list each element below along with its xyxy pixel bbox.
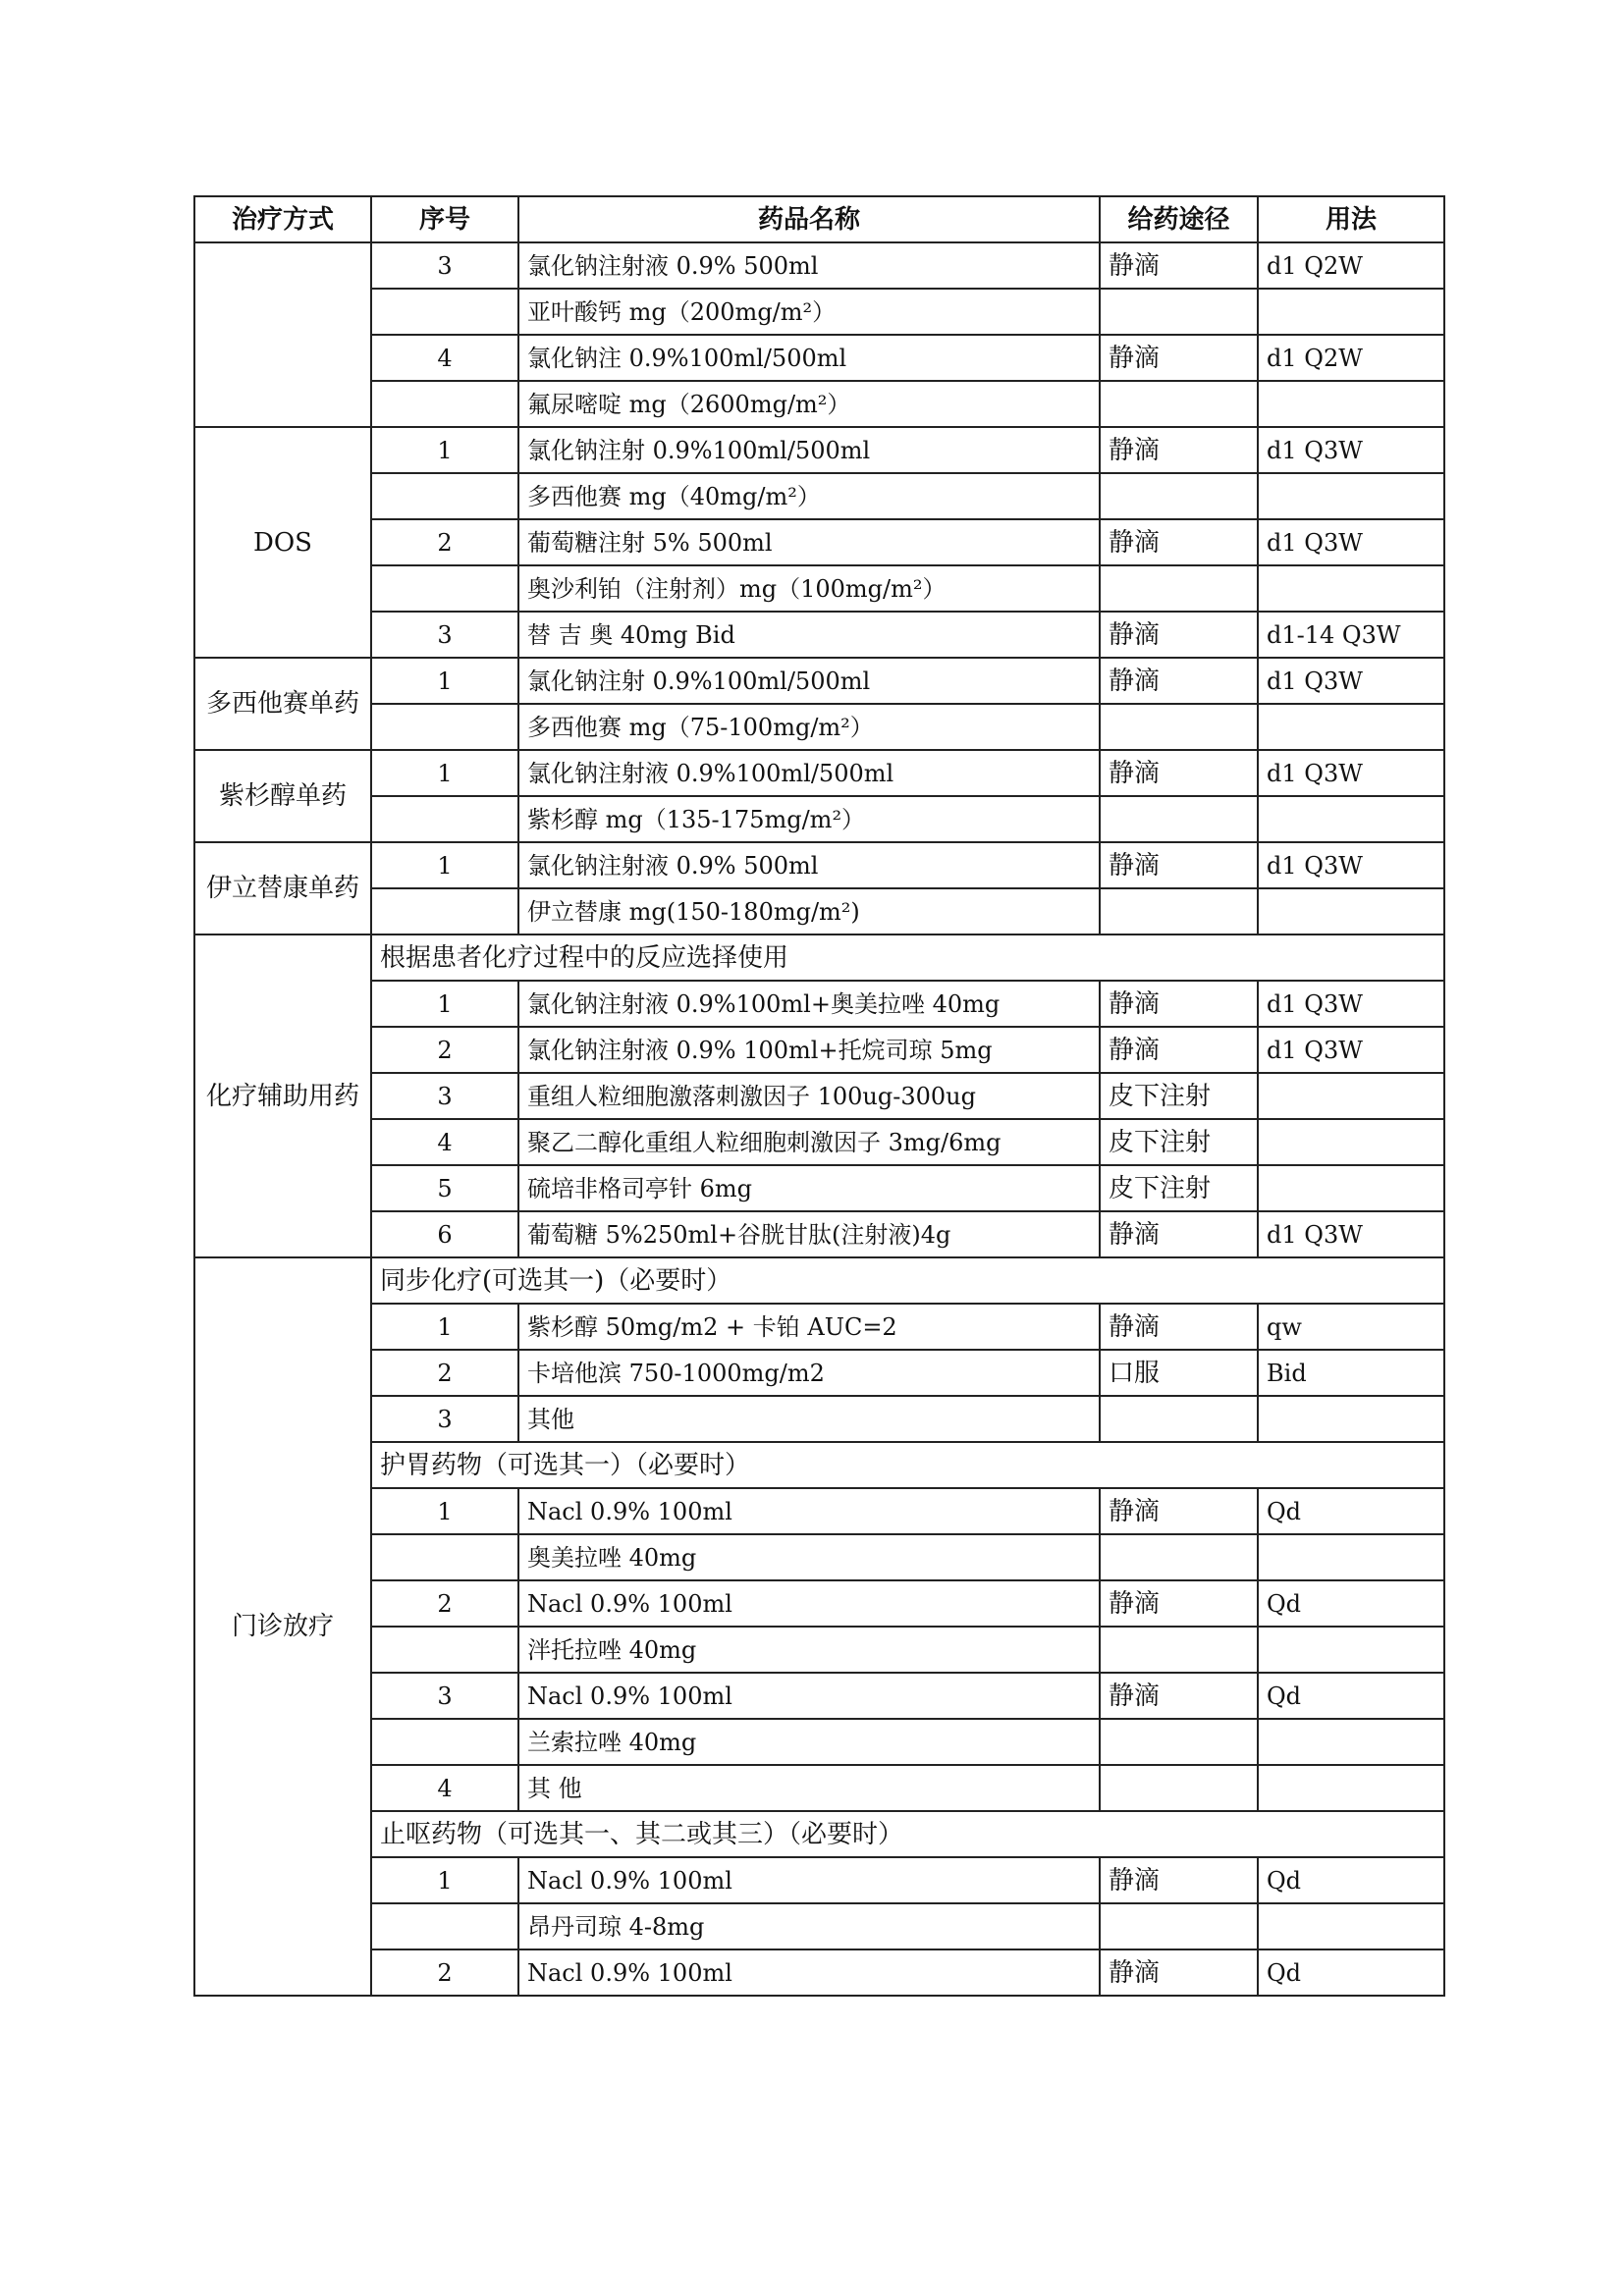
treatment-method-cell: 伊立替康单药 xyxy=(194,842,371,934)
usage-cell: Bid xyxy=(1258,1350,1444,1396)
route-cell: 静滴 xyxy=(1100,519,1258,565)
section-note-cell: 同步化疗(可选其一)（必要时） xyxy=(371,1257,1444,1304)
usage-cell: d1 Q3W xyxy=(1258,519,1444,565)
table-row xyxy=(194,1027,1444,1073)
usage-cell xyxy=(1258,381,1444,427)
table-row xyxy=(194,1765,1444,1811)
header-usage: 用法 xyxy=(1258,196,1444,242)
drug-name-cell: 氯化钠注射液 0.9%100ml/500ml xyxy=(518,750,1100,796)
table-row xyxy=(194,750,1444,796)
treatment-method-cell: 紫杉醇单药 xyxy=(194,750,371,842)
table-row xyxy=(194,1719,1444,1765)
serial-number-cell: 1 xyxy=(371,1304,518,1350)
drug-name-cell: 聚乙二醇化重组人粒细胞刺激因子 3mg/6mg xyxy=(518,1119,1100,1165)
table-row xyxy=(194,289,1444,335)
serial-number-cell xyxy=(371,1627,518,1673)
drug-regimen-table xyxy=(193,195,1445,1997)
table-row xyxy=(194,1257,1444,1304)
drug-name-cell: 氟尿嘧啶 mg（2600mg/m²） xyxy=(518,381,1100,427)
serial-number-cell: 4 xyxy=(371,1765,518,1811)
route-cell: 静滴 xyxy=(1100,335,1258,381)
serial-number-cell: 1 xyxy=(371,750,518,796)
usage-cell: d1 Q3W xyxy=(1258,1027,1444,1073)
table-row xyxy=(194,1073,1444,1119)
serial-number-cell: 3 xyxy=(371,1673,518,1719)
serial-number-cell xyxy=(371,289,518,335)
table-row xyxy=(194,519,1444,565)
usage-cell xyxy=(1258,473,1444,519)
table-row xyxy=(194,335,1444,381)
table-row xyxy=(194,1903,1444,1949)
table-row xyxy=(194,888,1444,934)
route-cell: 静滴 xyxy=(1100,750,1258,796)
serial-number-cell: 2 xyxy=(371,1027,518,1073)
route-cell: 静滴 xyxy=(1100,427,1258,473)
drug-name-cell: 氯化钠注射液 0.9% 500ml xyxy=(518,242,1100,289)
drug-name-cell: 奥沙利铂（注射剂）mg（100mg/m²） xyxy=(518,565,1100,612)
route-cell: 皮下注射 xyxy=(1100,1073,1258,1119)
treatment-method-cell: 门诊放疗 xyxy=(194,1257,371,1996)
usage-cell: Qd xyxy=(1258,1673,1444,1719)
usage-cell: Qd xyxy=(1258,1580,1444,1627)
route-cell xyxy=(1100,704,1258,750)
usage-cell: d1-14 Q3W xyxy=(1258,612,1444,658)
usage-cell: Qd xyxy=(1258,1857,1444,1903)
usage-cell xyxy=(1258,1627,1444,1673)
usage-cell: d1 Q2W xyxy=(1258,335,1444,381)
drug-name-cell: 紫杉醇 50mg/m2 + 卡铂 AUC=2 xyxy=(518,1304,1100,1350)
serial-number-cell: 3 xyxy=(371,1396,518,1442)
usage-cell xyxy=(1258,1903,1444,1949)
drug-name-cell: 泮托拉唑 40mg xyxy=(518,1627,1100,1673)
table-row xyxy=(194,1488,1444,1534)
usage-cell xyxy=(1258,1165,1444,1211)
drug-name-cell: 替 吉 奥 40mg Bid xyxy=(518,612,1100,658)
table-row xyxy=(194,1442,1444,1488)
route-cell xyxy=(1100,1627,1258,1673)
serial-number-cell: 4 xyxy=(371,335,518,381)
usage-cell xyxy=(1258,888,1444,934)
drug-name-cell: 重组人粒细胞激落刺激因子 100ug-300ug xyxy=(518,1073,1100,1119)
table-row xyxy=(194,565,1444,612)
serial-number-cell xyxy=(371,381,518,427)
header-route: 给药途径 xyxy=(1100,196,1258,242)
usage-cell xyxy=(1258,1719,1444,1765)
route-cell: 静滴 xyxy=(1100,1949,1258,1996)
serial-number-cell xyxy=(371,1903,518,1949)
table-row xyxy=(194,1673,1444,1719)
serial-number-cell xyxy=(371,704,518,750)
drug-name-cell: 其 他 xyxy=(518,1765,1100,1811)
serial-number-cell: 1 xyxy=(371,1488,518,1534)
usage-cell: qw xyxy=(1258,1304,1444,1350)
usage-cell: d1 Q3W xyxy=(1258,427,1444,473)
table-body xyxy=(194,242,1444,1996)
serial-number-cell: 3 xyxy=(371,1073,518,1119)
route-cell: 静滴 xyxy=(1100,1673,1258,1719)
route-cell xyxy=(1100,1534,1258,1580)
table-row xyxy=(194,1165,1444,1211)
drug-name-cell: Nacl 0.9% 100ml xyxy=(518,1949,1100,1996)
table-row xyxy=(194,704,1444,750)
table-row xyxy=(194,1949,1444,1996)
section-note-cell: 止呕药物（可选其一、其二或其三）（必要时） xyxy=(371,1811,1444,1857)
table-row xyxy=(194,1857,1444,1903)
drug-name-cell: 多西他赛 mg（40mg/m²） xyxy=(518,473,1100,519)
route-cell: 静滴 xyxy=(1100,658,1258,704)
table-row xyxy=(194,1534,1444,1580)
table-row xyxy=(194,934,1444,981)
route-cell: 静滴 xyxy=(1100,1027,1258,1073)
route-cell: 静滴 xyxy=(1100,981,1258,1027)
drug-name-cell: 氯化钠注射 0.9%100ml/500ml xyxy=(518,658,1100,704)
drug-name-cell: Nacl 0.9% 100ml xyxy=(518,1673,1100,1719)
serial-number-cell: 4 xyxy=(371,1119,518,1165)
route-cell xyxy=(1100,796,1258,842)
drug-name-cell: 其他 xyxy=(518,1396,1100,1442)
table-header-row xyxy=(194,196,1444,242)
table-row xyxy=(194,1627,1444,1673)
serial-number-cell: 2 xyxy=(371,1350,518,1396)
usage-cell: Qd xyxy=(1258,1488,1444,1534)
serial-number-cell: 5 xyxy=(371,1165,518,1211)
drug-name-cell: Nacl 0.9% 100ml xyxy=(518,1857,1100,1903)
usage-cell: d1 Q2W xyxy=(1258,242,1444,289)
drug-name-cell: 奥美拉唑 40mg xyxy=(518,1534,1100,1580)
usage-cell xyxy=(1258,1119,1444,1165)
drug-name-cell: 卡培他滨 750-1000mg/m2 xyxy=(518,1350,1100,1396)
usage-cell xyxy=(1258,1396,1444,1442)
table-row xyxy=(194,242,1444,289)
treatment-method-cell: DOS xyxy=(194,427,371,658)
route-cell xyxy=(1100,381,1258,427)
route-cell xyxy=(1100,473,1258,519)
route-cell xyxy=(1100,1396,1258,1442)
usage-cell xyxy=(1258,1073,1444,1119)
route-cell xyxy=(1100,888,1258,934)
route-cell xyxy=(1100,1903,1258,1949)
serial-number-cell xyxy=(371,473,518,519)
route-cell: 静滴 xyxy=(1100,1580,1258,1627)
usage-cell: Qd xyxy=(1258,1949,1444,1996)
table-row xyxy=(194,1350,1444,1396)
drug-name-cell: Nacl 0.9% 100ml xyxy=(518,1488,1100,1534)
table-row xyxy=(194,1811,1444,1857)
usage-cell: d1 Q3W xyxy=(1258,1211,1444,1257)
route-cell xyxy=(1100,1719,1258,1765)
table-row xyxy=(194,842,1444,888)
treatment-method-cell xyxy=(194,242,371,427)
treatment-method-cell: 化疗辅助用药 xyxy=(194,934,371,1257)
drug-name-cell: 氯化钠注射 0.9%100ml/500ml xyxy=(518,427,1100,473)
table-row xyxy=(194,981,1444,1027)
section-note-cell: 根据患者化疗过程中的反应选择使用 xyxy=(371,934,1444,981)
route-cell: 静滴 xyxy=(1100,1488,1258,1534)
drug-name-cell: 兰索拉唑 40mg xyxy=(518,1719,1100,1765)
usage-cell xyxy=(1258,704,1444,750)
table-row xyxy=(194,381,1444,427)
usage-cell xyxy=(1258,1765,1444,1811)
header-treatment-method: 治疗方式 xyxy=(194,196,371,242)
route-cell: 皮下注射 xyxy=(1100,1165,1258,1211)
route-cell xyxy=(1100,289,1258,335)
route-cell: 皮下注射 xyxy=(1100,1119,1258,1165)
serial-number-cell: 1 xyxy=(371,842,518,888)
table-row xyxy=(194,427,1444,473)
drug-name-cell: 昂丹司琼 4-8mg xyxy=(518,1903,1100,1949)
table-row xyxy=(194,1119,1444,1165)
route-cell: 静滴 xyxy=(1100,242,1258,289)
drug-name-cell: 氯化钠注 0.9%100ml/500ml xyxy=(518,335,1100,381)
serial-number-cell: 1 xyxy=(371,658,518,704)
usage-cell: d1 Q3W xyxy=(1258,750,1444,796)
table-row xyxy=(194,473,1444,519)
serial-number-cell: 1 xyxy=(371,427,518,473)
serial-number-cell xyxy=(371,565,518,612)
serial-number-cell: 2 xyxy=(371,1580,518,1627)
drug-name-cell: 氯化钠注射液 0.9% 500ml xyxy=(518,842,1100,888)
drug-name-cell: 氯化钠注射液 0.9%100ml+奥美拉唑 40mg xyxy=(518,981,1100,1027)
route-cell: 静滴 xyxy=(1100,1857,1258,1903)
route-cell: 静滴 xyxy=(1100,612,1258,658)
usage-cell xyxy=(1258,796,1444,842)
usage-cell: d1 Q3W xyxy=(1258,842,1444,888)
drug-name-cell: 氯化钠注射液 0.9% 100ml+托烷司琼 5mg xyxy=(518,1027,1100,1073)
serial-number-cell: 3 xyxy=(371,612,518,658)
table-row xyxy=(194,1580,1444,1627)
route-cell: 静滴 xyxy=(1100,1211,1258,1257)
drug-name-cell: 葡萄糖注射 5% 500ml xyxy=(518,519,1100,565)
serial-number-cell xyxy=(371,1534,518,1580)
usage-cell xyxy=(1258,289,1444,335)
route-cell xyxy=(1100,1765,1258,1811)
table-row xyxy=(194,1304,1444,1350)
header-drug-name: 药品名称 xyxy=(518,196,1100,242)
serial-number-cell xyxy=(371,888,518,934)
serial-number-cell: 6 xyxy=(371,1211,518,1257)
route-cell xyxy=(1100,565,1258,612)
serial-number-cell: 1 xyxy=(371,1857,518,1903)
route-cell: 静滴 xyxy=(1100,1304,1258,1350)
serial-number-cell: 3 xyxy=(371,242,518,289)
serial-number-cell: 2 xyxy=(371,519,518,565)
table-row xyxy=(194,796,1444,842)
table-row xyxy=(194,1211,1444,1257)
treatment-method-cell: 多西他赛单药 xyxy=(194,658,371,750)
serial-number-cell: 1 xyxy=(371,981,518,1027)
table-row xyxy=(194,612,1444,658)
serial-number-cell xyxy=(371,1719,518,1765)
section-note-cell: 护胃药物（可选其一）（必要时） xyxy=(371,1442,1444,1488)
drug-name-cell: 紫杉醇 mg（135-175mg/m²） xyxy=(518,796,1100,842)
usage-cell: d1 Q3W xyxy=(1258,658,1444,704)
route-cell: 静滴 xyxy=(1100,842,1258,888)
serial-number-cell: 2 xyxy=(371,1949,518,1996)
serial-number-cell xyxy=(371,796,518,842)
usage-cell: d1 Q3W xyxy=(1258,981,1444,1027)
drug-name-cell: 伊立替康 mg(150-180mg/m²) xyxy=(518,888,1100,934)
drug-name-cell: 多西他赛 mg（75-100mg/m²） xyxy=(518,704,1100,750)
route-cell: 口服 xyxy=(1100,1350,1258,1396)
usage-cell xyxy=(1258,565,1444,612)
drug-name-cell: 葡萄糖 5%250ml+谷胱甘肽(注射液)4g xyxy=(518,1211,1100,1257)
drug-name-cell: 硫培非格司亭针 6mg xyxy=(518,1165,1100,1211)
usage-cell xyxy=(1258,1534,1444,1580)
header-serial-number: 序号 xyxy=(371,196,518,242)
table-row xyxy=(194,658,1444,704)
drug-name-cell: Nacl 0.9% 100ml xyxy=(518,1580,1100,1627)
table-row xyxy=(194,1396,1444,1442)
drug-name-cell: 亚叶酸钙 mg（200mg/m²） xyxy=(518,289,1100,335)
